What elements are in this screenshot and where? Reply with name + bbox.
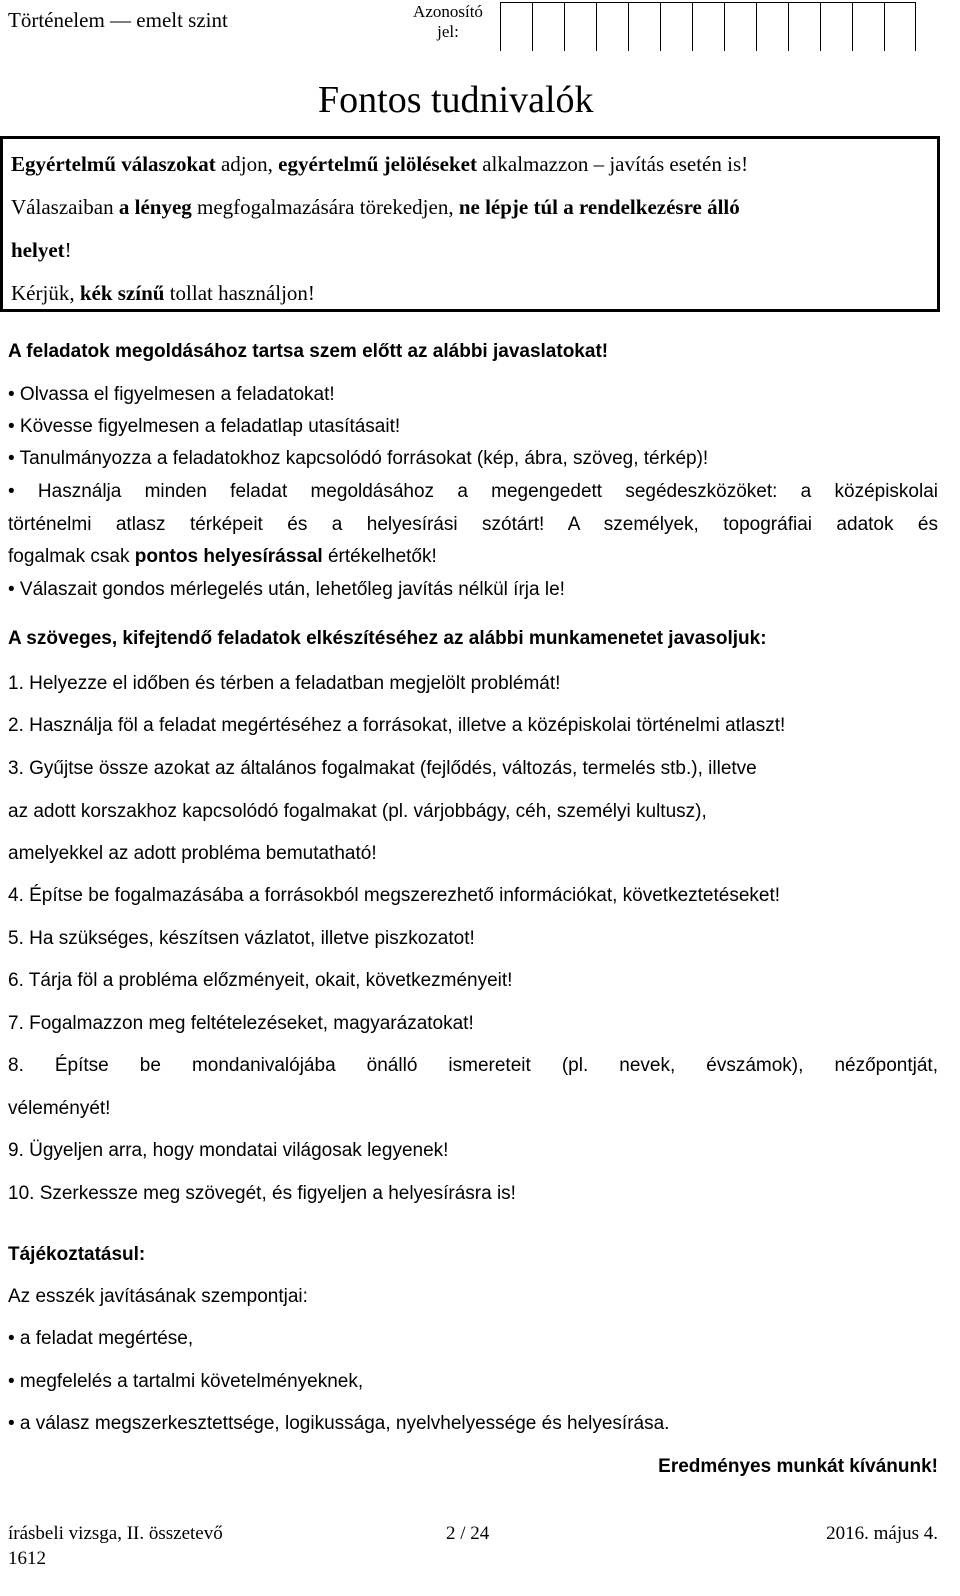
essay-step: 6. Tárja föl a probléma előzményeit, okait, következményeit! (8, 970, 513, 991)
id-digit-box[interactable] (660, 3, 692, 51)
page-title: Fontos tudnivalók (318, 79, 594, 121)
essay-step: 3. Gyűjtse össze azokat az általános fogalmakat (fejlődés, változás, termelés stb.), illetve (8, 758, 757, 779)
advice-bullet: • Tanulmányozza a feladatokhoz kapcsolódó forrásokat (kép, ábra, szöveg, térkép)! (8, 448, 709, 469)
essay-heading: A szöveges, kifejtendő feladatok elkészítéséhez az alábbi munkamenetet javasoljuk: (8, 628, 767, 649)
essay-step: 8. Építse be mondanivalójába önálló ismereteit (pl. nevek, évszámok), nézőpontját, (8, 1055, 938, 1076)
essay-step: 7. Fogalmazzon meg feltételezéseket, magyarázatokat! (8, 1013, 474, 1034)
notice-line (11, 272, 931, 315)
essay-step: 4. Építse be fogalmazásába a forrásokból megszerezhető információkat, következtetéseket! (8, 885, 781, 906)
advice-bullet: • Kövesse figyelmesen a feladatlap utasításait! (8, 416, 401, 437)
id-digit-box[interactable] (820, 3, 852, 51)
exam-subject-header: Történelem — emelt szint (8, 8, 228, 32)
notice-bold: Egyértelmű válaszokat (11, 152, 216, 176)
notice-bold: egyértelmű jelöléseket (278, 152, 477, 176)
essay-step-cont: amelyekkel az adott probléma bemutatható! (8, 843, 377, 864)
notice-text: Kérjük, (11, 281, 80, 305)
advice-bold: pontos helyesírással (134, 546, 323, 567)
id-digit-box[interactable] (788, 3, 820, 51)
info-intro: Az esszék javításának szempontjai: (8, 1286, 308, 1307)
important-notice-box (0, 136, 940, 312)
footer-page-number: 2 / 24 (446, 1523, 490, 1544)
footer-date: 2016. május 4. (826, 1523, 938, 1544)
id-digit-box[interactable] (564, 3, 596, 51)
info-heading: Tájékoztatásul: (8, 1244, 146, 1265)
criterion-item: • a feladat megértése, (8, 1328, 194, 1349)
advice-text: értékelhetők! (322, 546, 437, 567)
closing-message: Eredményes munkát kívánunk! (658, 1456, 938, 1477)
id-digit-box[interactable] (692, 3, 724, 51)
id-input-boxes[interactable] (500, 2, 916, 51)
notice-line (11, 143, 931, 186)
id-digit-box[interactable] (500, 3, 532, 51)
notice-line (11, 186, 931, 229)
advice-bullet: • Válaszait gondos mérlegelés után, lehetőleg javítás nélkül írja le! (8, 579, 565, 600)
essay-step: 10. Szerkessze meg szövegét, és figyeljen a helyesírásra is! (8, 1183, 516, 1204)
criterion-item: • a válasz megszerkesztettsége, logikussága, nyelvhelyessége és helyesírása. (8, 1413, 670, 1434)
advice-heading: A feladatok megoldásához tartsa szem előtt az alábbi javaslatokat! (8, 341, 609, 362)
advice-bullet-cont: történelmi atlasz térképeit és a helyesírási szótárt! A személyek, topográfiai adatok és (8, 514, 938, 535)
essay-step: 2. Használja föl a feladat megértéséhez a forrásokat, illetve a középiskolai történelmi atlaszt! (8, 715, 786, 736)
id-digit-box[interactable] (724, 3, 756, 51)
essay-step: 1. Helyezze el időben és térben a feladatban megjelölt problémát! (8, 673, 561, 694)
essay-step-cont: az adott korszakhoz kapcsolódó fogalmakat (pl. várjobbágy, céh, személyi kultusz), (8, 801, 707, 822)
notice-text: adjon, (215, 152, 279, 176)
notice-bold: helyet (11, 238, 65, 262)
notice-text: megfogalmazására törekedjen, (191, 195, 459, 219)
advice-bullet-cont (8, 546, 938, 568)
notice-text: alkalmazzon – javítás esetén is! (476, 152, 749, 176)
id-digit-box[interactable] (628, 3, 660, 51)
notice-bold: a lényeg (118, 195, 192, 219)
notice-bold: ne lépje túl a rendelkezésre álló (458, 195, 740, 219)
essay-step: 5. Ha szükséges, készítsen vázlatot, illetve piszkozatot! (8, 928, 475, 949)
notice-text: tollat használjon! (164, 281, 315, 305)
notice-bold: kék színű (79, 281, 165, 305)
id-digit-box[interactable] (532, 3, 564, 51)
footer-exam-info: írásbeli vizsga, II. összetevő (8, 1523, 223, 1544)
id-label: Azonosító jel: (413, 2, 483, 41)
notice-line (11, 229, 931, 272)
notice-text: ! (64, 238, 72, 262)
footer-code: 1612 (8, 1548, 46, 1569)
essay-step-cont: véleményét! (8, 1098, 111, 1119)
advice-bullet: • Olvassa el figyelmesen a feladatokat! (8, 384, 335, 405)
id-digit-box[interactable] (852, 3, 884, 51)
id-digit-box[interactable] (884, 3, 916, 51)
id-digit-box[interactable] (756, 3, 788, 51)
advice-text: fogalmak csak (8, 546, 135, 567)
notice-text: Válaszaiban (11, 195, 119, 219)
criterion-item: • megfelelés a tartalmi követelményeknek, (8, 1371, 364, 1392)
essay-step: 9. Ügyeljen arra, hogy mondatai világosak legyenek! (8, 1140, 449, 1161)
advice-bullet: • Használja minden feladat megoldásához a megengedett segédeszközöket: a középiskolai (8, 481, 938, 502)
id-digit-box[interactable] (596, 3, 628, 51)
